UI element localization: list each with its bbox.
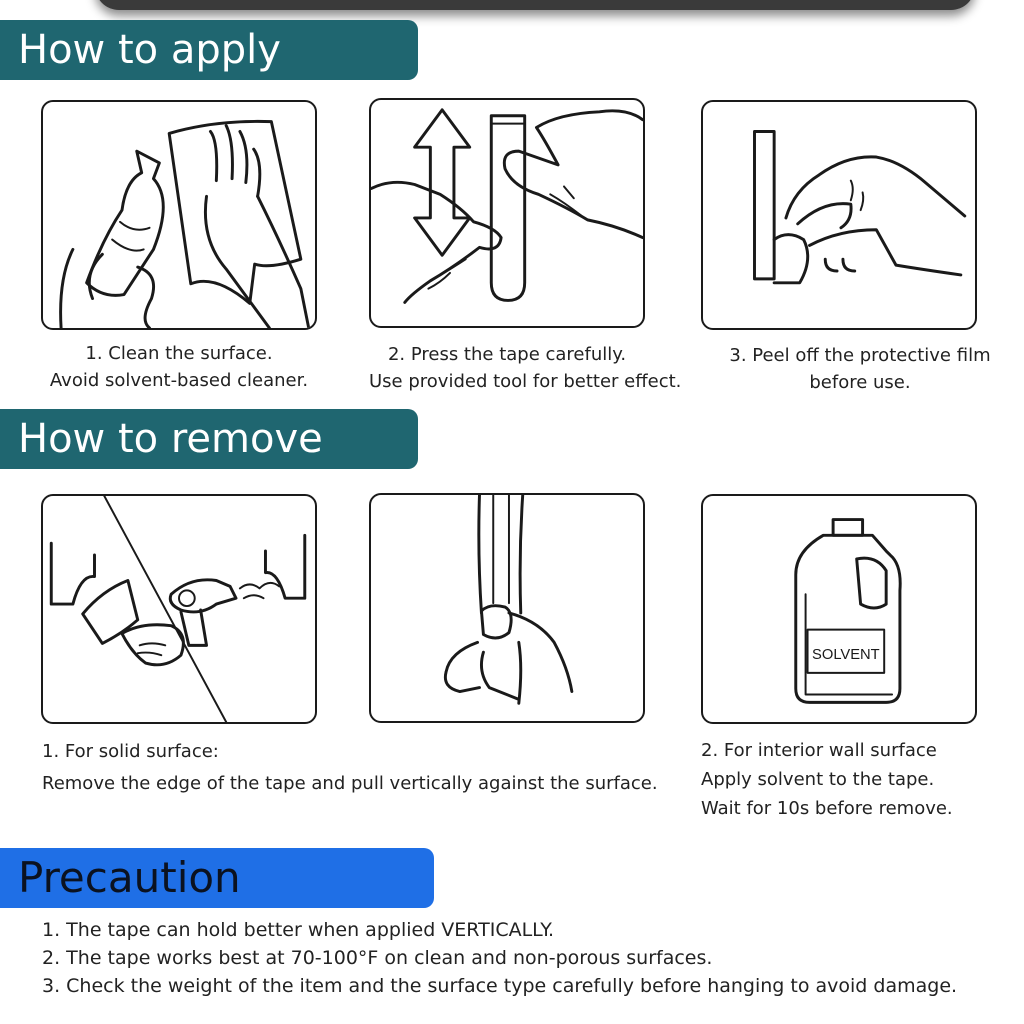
apply-step-3-line2: before use. [809,372,911,393]
remove-step-2-illustration [369,493,645,723]
solvent-bottle-icon [703,496,975,722]
press-tape-icon [371,100,643,326]
remove-solid-caption [42,736,702,800]
how-to-apply-title: How to apply [18,27,281,73]
remove-interior-line3: Wait for 10s before remove. [701,798,953,819]
apply-step-1-line1: 1. Clean the surface. [85,343,273,364]
apply-step-2-illustration [369,98,645,328]
apply-step-1-line2: Avoid solvent-based cleaner. [49,370,309,391]
remove-interior-line1: 2. For interior wall surface [701,740,937,761]
remove-interior-line2: Apply solvent to the tape. [701,769,935,790]
scrape-heat-icon [43,496,315,722]
apply-step-2-caption [369,341,682,395]
top-product-shadow [95,0,975,10]
how-to-remove-banner [0,409,418,469]
precaution-title: Precaution [18,853,241,902]
precaution-banner [0,848,434,908]
apply-step-1-caption [41,340,317,394]
precaution-list [42,916,957,1000]
clean-surface-icon [43,102,315,328]
precaution-item: 1. The tape can hold better when applied VERTICALLY. [42,919,555,941]
peel-film-icon [703,102,975,328]
precaution-item: 2. The tape works best at 70-100°F on clean and non-porous surfaces. [42,947,713,969]
remove-interior-caption [701,736,1011,823]
apply-step-3-illustration [701,100,977,330]
remove-solid-line2: Remove the edge of the tape and pull vertically against the surface. [42,773,658,794]
apply-step-3-line1: 3. Peel off the protective film [729,345,991,366]
remove-solid-line1: 1. For solid surface: [42,741,219,762]
apply-step-2-line1: 2. Press the tape carefully. [387,344,627,365]
how-to-apply-banner [0,20,418,80]
precaution-item: 3. Check the weight of the item and the surface type carefully before hanging to avoid damage. [42,975,958,997]
apply-step-3-caption [715,342,1005,396]
apply-step-1-illustration [41,100,317,330]
apply-step-2-line2: Use provided tool for better effect. [369,371,682,392]
remove-step-3-illustration [701,494,977,724]
remove-step-1-illustration [41,494,317,724]
how-to-remove-title: How to remove [18,416,323,462]
solvent-label: SOLVENT [812,647,880,664]
pull-tape-icon [371,495,643,721]
